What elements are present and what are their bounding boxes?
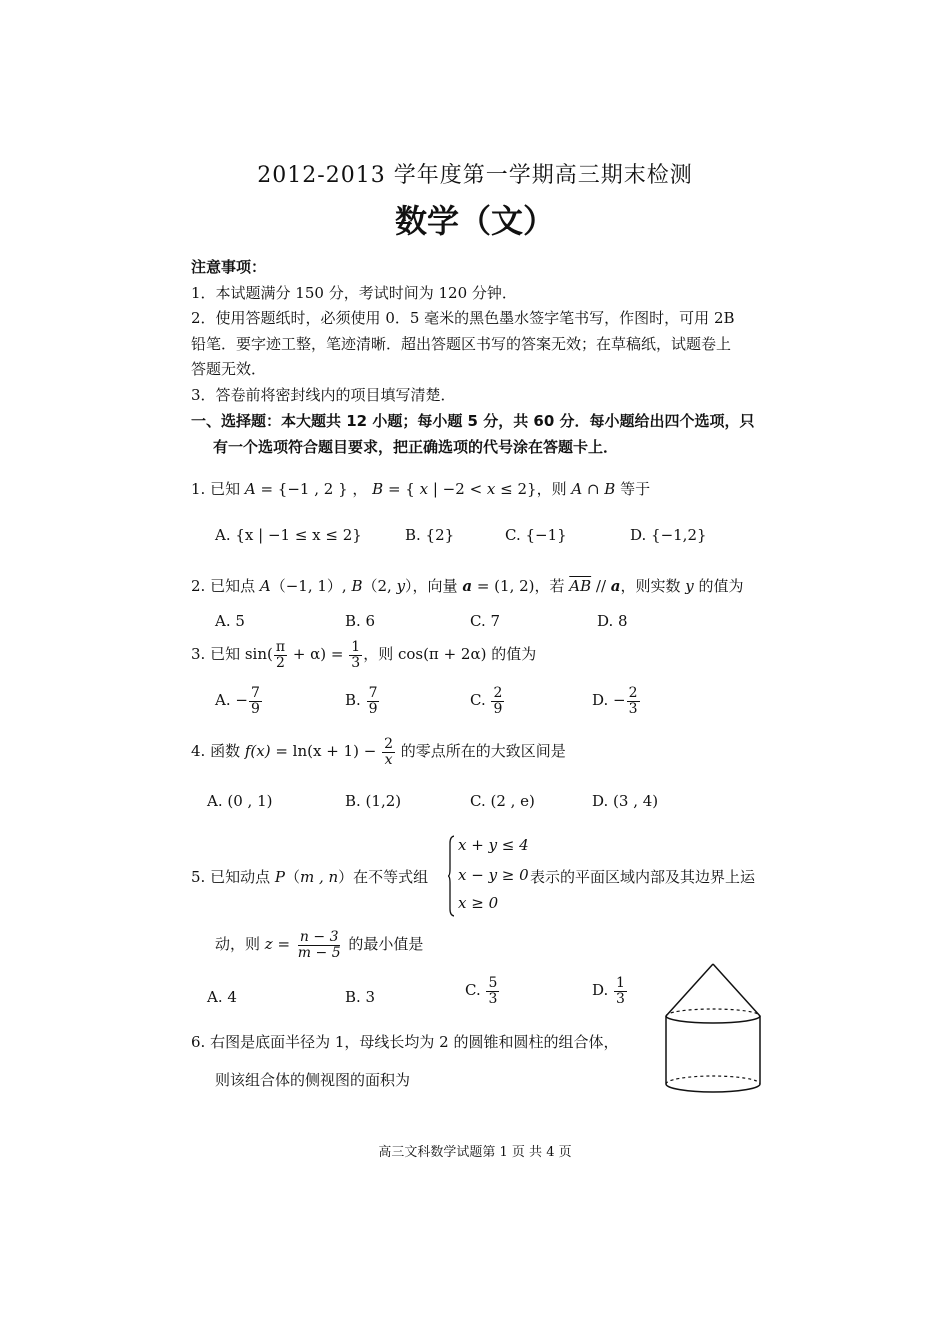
note-3: 3．答卷前将密封线内的项目填写清楚． [191, 386, 456, 404]
question-5-line-1: 5. 已知动点 P（m , n）在不等式组 [191, 868, 429, 886]
exam-title: 2012-2013 学年度第一学期高三期末检测 [257, 163, 693, 188]
question-4: 4. 函数 f(x) = ln(x + 1) − $\frac{2}{x}$ 的零点所在的大致区间是 [191, 736, 566, 768]
q5-option-a: A. 4 [207, 988, 237, 1006]
question-6-line-1: 6. 右图是底面半径为 1，母线长均为 2 的圆锥和圆柱的组合体， [191, 1033, 619, 1051]
vector-ab: $\overline{AB}$ [569, 577, 592, 595]
inequality-brace [448, 835, 454, 917]
notes-heading: 注意事项： [191, 258, 267, 276]
section-1-line-2: 有一个选项符合题目要求，把正确选项的代号涂在答题卡上． [213, 438, 619, 456]
cylinder-bottom-front-edge [666, 1084, 760, 1092]
note-2-line-3: 答题无效． [191, 360, 267, 378]
question-5-line-2: 动，则 z = $\frac{n - 3}{m - 5}$ 的最小值是 [215, 929, 424, 961]
q4-option-d: D. (3 , 4) [592, 792, 659, 810]
question-3: 3. 已知 sin( $\frac{\pi}{2}$ + α) = $\frac{1}{3}$ ，则 cos(π + 2α) 的值为 [191, 639, 537, 671]
question-1: 1. 已知 A = {−1 , 2 } ， B = { x | −2 < x ≤ 2}，则 A ∩ B 等于 [191, 480, 651, 498]
q5-option-b: B. 3 [345, 988, 376, 1006]
q3-option-c: C. $\frac{2}{9}$ [470, 685, 503, 717]
cylinder-top-back-edge [666, 1009, 760, 1016]
q4-option-a: A. (0 , 1) [207, 792, 273, 810]
section-1-line-1: 一、选择题：本大题共 12 小题；每小题 5 分，共 60 分．每小题给出四个选项，只 [191, 412, 755, 430]
cone-left-edge [666, 964, 713, 1016]
cone-right-edge [713, 964, 760, 1016]
q2-option-b: B. 6 [345, 612, 376, 630]
q1-option-b: B. {2} [405, 526, 455, 544]
q3-option-a: A. − $\frac{7}{9}$ [215, 685, 260, 717]
inequality-1: x + y ≤ 4 [458, 836, 529, 854]
note-2-line-1: 2．使用答题纸时，必须使用 0．5 毫米的黑色墨水签字笔书写，作图时，可用 2B [191, 309, 735, 327]
question-5-line-1-tail: 表示的平面区域内部及其边界上运 [530, 868, 756, 886]
exam-subject: 数学（文） [394, 202, 555, 240]
q4-option-c: C. (2 , e) [470, 792, 535, 810]
cylinder-bottom-back-edge [666, 1076, 760, 1084]
q4-option-b: B. (1,2) [345, 792, 402, 810]
q2-option-c: C. 7 [470, 612, 501, 630]
inequality-3: x ≥ 0 [458, 894, 499, 912]
q1-option-c: C. {−1} [505, 526, 567, 544]
cylinder-top-front-edge [666, 1016, 760, 1023]
note-2-line-2: 铅笔．要字迹工整，笔迹清晰．超出答题区书写的答案无效；在草稿纸，试题卷上 [191, 335, 732, 353]
q5-option-d: D. $\frac{1}{3}$ [592, 975, 625, 1007]
q2-option-a: A. 5 [215, 612, 245, 630]
inequality-2: x − y ≥ 0 [458, 866, 529, 884]
q1-option-a: A. {x | −1 ≤ x ≤ 2} [215, 526, 362, 544]
q3-option-b: B. $\frac{7}{9}$ [345, 685, 378, 717]
question-2: 2. 已知点 A（−1, 1）, B（2, y），向量 a = (1, 2)，若 $\overline{AB}$ // a，则实数 y 的值为 [191, 577, 744, 595]
q1-option-d: D. {−1,2} [630, 526, 707, 544]
q2-option-d: D. 8 [597, 612, 628, 630]
note-1: 1．本试题满分 150 分，考试时间为 120 分钟． [191, 284, 517, 302]
cone-cylinder-figure [660, 960, 770, 1100]
q5-option-c: C. $\frac{5}{3}$ [465, 975, 498, 1007]
q3-option-d: D. − $\frac{2}{3}$ [592, 685, 638, 717]
question-6-line-2: 则该组合体的侧视图的面积为 [215, 1071, 411, 1089]
page-footer: 高三文科数学试题第 1 页 共 4 页 [378, 1145, 572, 1160]
